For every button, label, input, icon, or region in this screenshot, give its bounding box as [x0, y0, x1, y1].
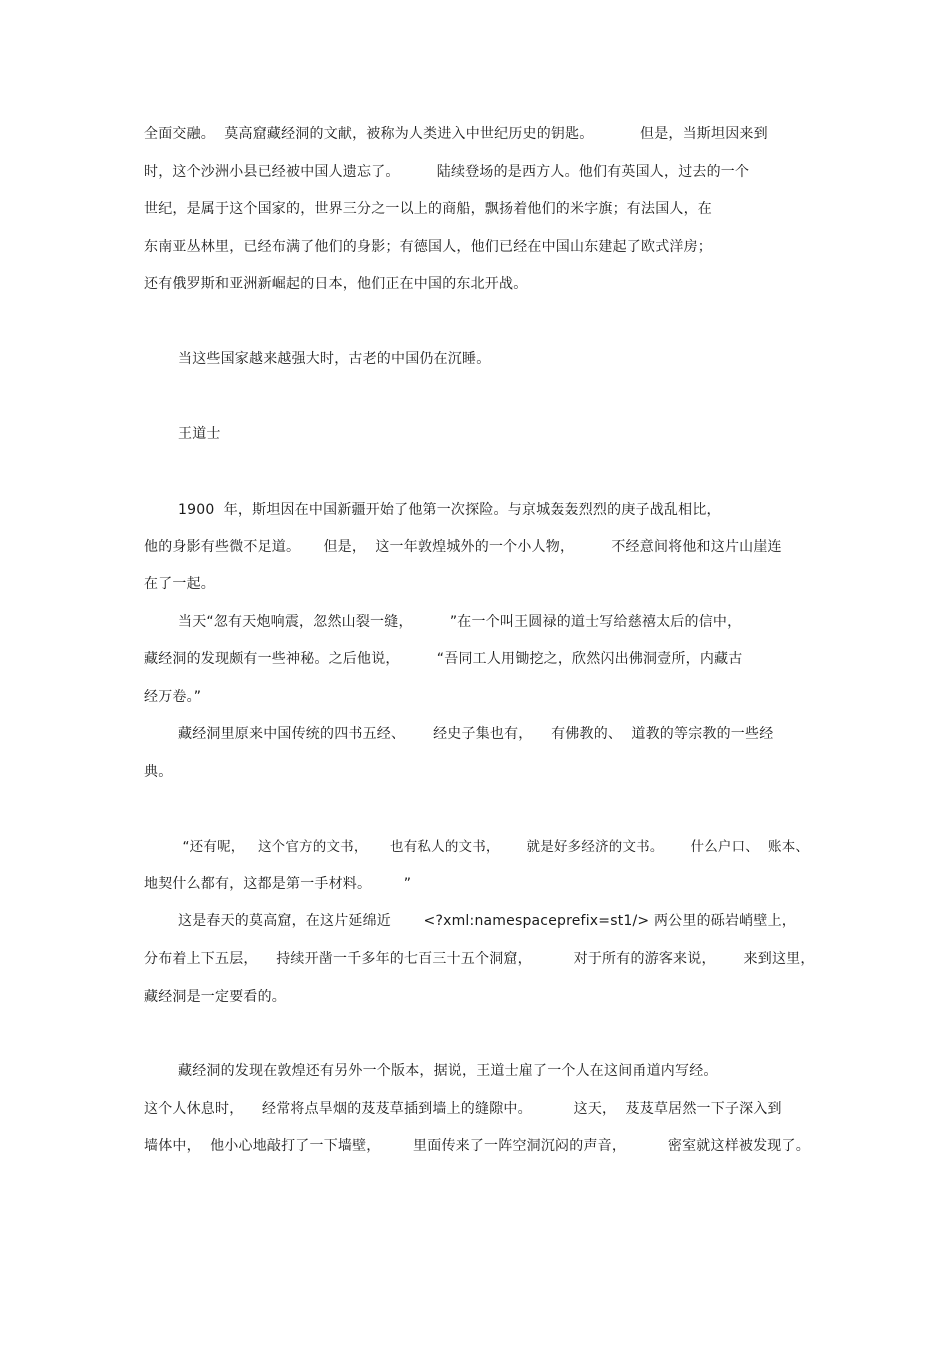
text-line: “还有呢， 这个官方的文书， 也有私人的文书， 就是好多经济的文书。 什么户口、 账本、 — [178, 839, 810, 855]
text-line: 藏经洞里原来中国传统的四书五经、 经史子集也有， 有佛教的、 道教的等宗教的一些经 — [178, 726, 774, 742]
text-line: 藏经洞是一定要看的。 — [144, 989, 286, 1005]
text-line: 还有俄罗斯和亚洲新崛起的日本，他们正在中国的东北开战。 — [144, 276, 528, 292]
text-line: 分布着上下五层， 持续开凿一千多年的七百三十五个洞窟， 对于所有的游客来说， 来到这里， — [144, 951, 815, 967]
text-line: 墙体中， 他小心地敲打了一下墙壁， 里面传来了一阵空洞沉闷的声音， 密室就这样被发现了。 — [144, 1138, 810, 1154]
text-line: 东南亚丛林里，已经布满了他们的身影；有德国人，他们已经在中国山东建起了欧式洋房； — [144, 239, 712, 255]
text-line: 1900 年，斯坦因在中国新疆开始了他第一次探险。与京城轰轰烈烈的庚子战乱相比， — [178, 502, 721, 518]
text-line: 典。 — [144, 764, 173, 780]
text-line: 地契什么都有，这都是第一手材料。 ” — [144, 876, 412, 892]
text-line: 藏经洞的发现颇有一些神秘。之后他说， “吾同工人用锄挖之，欣然闪出佛洞壹所，内藏古 — [144, 651, 743, 667]
text-line: 藏经洞的发现在敦煌还有另外一个版本，据说，王道士雇了一个人在这间甬道内写经。 — [178, 1063, 718, 1079]
text-line: 在了一起。 — [144, 576, 215, 592]
text-line: 经万卷。” — [144, 689, 202, 705]
text-line: 世纪，是属于这个国家的，世界三分之一以上的商船，飘扬着他们的米字旗；有法国人，在 — [144, 201, 712, 217]
text-line: 时，这个沙洲小县已经被中国人遗忘了。 陆续登场的是西方人。他们有英国人，过去的一个 — [144, 164, 750, 180]
text-line: 这个人休息时， 经常将点旱烟的芨芨草插到墙上的缝隙中。 这天， 芨芨草居然一下子深入到 — [144, 1101, 782, 1117]
text-line: 当这些国家越来越强大时，古老的中国仍在沉睡。 — [178, 351, 491, 367]
text-line: 他的身影有些微不足道。 但是， 这一年敦煌城外的一个小人物， 不经意间将他和这片山崖连 — [144, 539, 782, 555]
text-line: 这是春天的莫高窟，在这片延绵近 <?xml:namespaceprefix=st1/> 两公里的砾岩峭壁上， — [178, 913, 796, 929]
text-line: 当天“忽有天炮响震，忽然山裂一缝， ”在一个叫王圆禄的道士写给慈禧太后的信中， — [178, 614, 742, 630]
section-heading: 王道士 — [178, 426, 221, 442]
text-line: 全面交融。 莫高窟藏经洞的文献，被称为人类进入中世纪历史的钥匙。 但是，当斯坦因来到 — [144, 126, 768, 142]
